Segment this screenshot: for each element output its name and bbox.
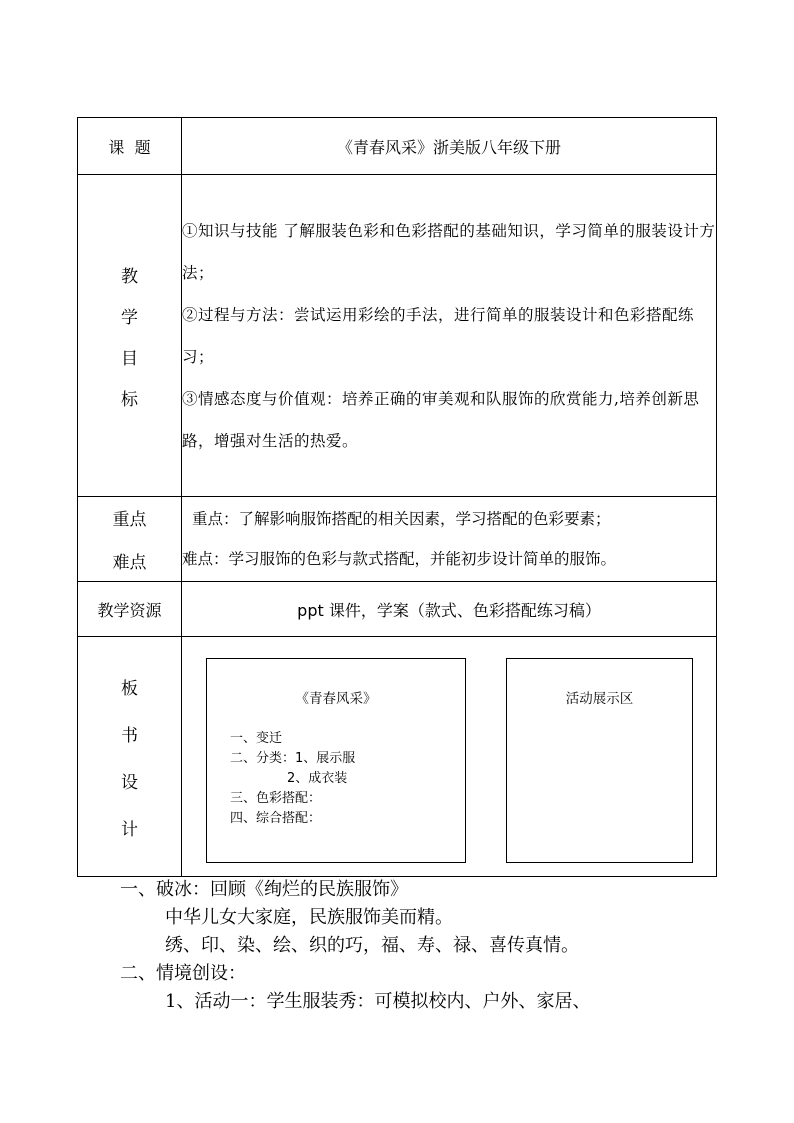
board-outline-item: 2、成衣装 xyxy=(287,771,348,786)
key-label: 重点 xyxy=(112,510,147,530)
goals-label-char: 教 xyxy=(121,266,138,287)
section-heading: 二、情境创设： xyxy=(120,963,246,984)
board-outline-item: 三、色彩搭配： xyxy=(230,791,322,806)
topic-label: 课 题 xyxy=(78,118,182,175)
goal-process: ②过程与方法：尝试运用彩绘的手法，进行简单的服装设计和色彩搭配练习； xyxy=(182,305,695,366)
key-points: 重点：了解影响服饰搭配的相关因素，学习搭配的色彩要素； xyxy=(192,510,611,528)
board-outline-item: 二、分类：1、展示服 xyxy=(230,751,356,766)
board-label-char: 设 xyxy=(121,772,138,793)
board-label-char: 板 xyxy=(121,678,138,699)
key-content xyxy=(182,497,717,582)
body-line: 中华儿女大家庭，民族服饰美而精。 xyxy=(165,907,453,928)
goals-content xyxy=(182,175,717,497)
lesson-body xyxy=(120,876,590,1016)
board-outline-item: 四、综合搭配： xyxy=(230,811,322,826)
board-label-cell xyxy=(78,637,182,877)
resources-label: 教学资源 xyxy=(78,582,182,637)
board-outline-item: 一、变迁 xyxy=(230,731,283,746)
board-label-char: 计 xyxy=(121,819,138,840)
goals-label-char: 标 xyxy=(121,389,138,410)
resources-row xyxy=(78,582,717,637)
topic-row xyxy=(78,118,717,175)
resources-value: ppt 课件，学案（款式、色彩搭配练习稿） xyxy=(182,582,717,637)
board-outline-list xyxy=(230,729,355,829)
board-content xyxy=(182,637,717,877)
goals-row xyxy=(78,175,717,497)
board-outline-box xyxy=(206,658,466,863)
goals-label-cell xyxy=(78,175,182,497)
goals-label-char: 学 xyxy=(121,307,138,328)
goal-emotion: ③情感态度与价值观：培养正确的审美观和队服饰的欣赏能力,培养创新思路，增强对生活的热爱。 xyxy=(182,389,700,450)
section-heading: 一、破冰：回顾《绚烂的民族服饰》 xyxy=(120,879,408,900)
activity-display-box xyxy=(506,658,693,863)
board-label-char: 书 xyxy=(121,725,138,746)
key-label-cell xyxy=(78,497,182,582)
goals-label-char: 目 xyxy=(121,348,138,369)
difficult-label: 难点 xyxy=(112,553,147,573)
board-outline-title: 《青春风采》 xyxy=(295,691,377,707)
activity-display-title: 活动展示区 xyxy=(565,691,634,707)
key-points-row xyxy=(78,497,717,582)
board-design-row xyxy=(78,637,717,877)
topic-value: 《青春风采》浙美版八年级下册 xyxy=(182,118,717,175)
body-line: 1、活动一：学生服装秀：可模拟校内、户外、家居、 xyxy=(165,991,591,1012)
difficult-points: 难点：学习服饰的色彩与款式搭配，并能初步设计简单的服饰。 xyxy=(182,550,617,568)
goal-knowledge: ①知识与技能 了解服装色彩和色彩搭配的基础知识，学习简单的服装设计方法； xyxy=(182,221,716,282)
body-line: 绣、印、染、绘、织的巧，福、寿、禄、喜传真情。 xyxy=(165,935,579,956)
lesson-plan-table xyxy=(77,117,717,877)
